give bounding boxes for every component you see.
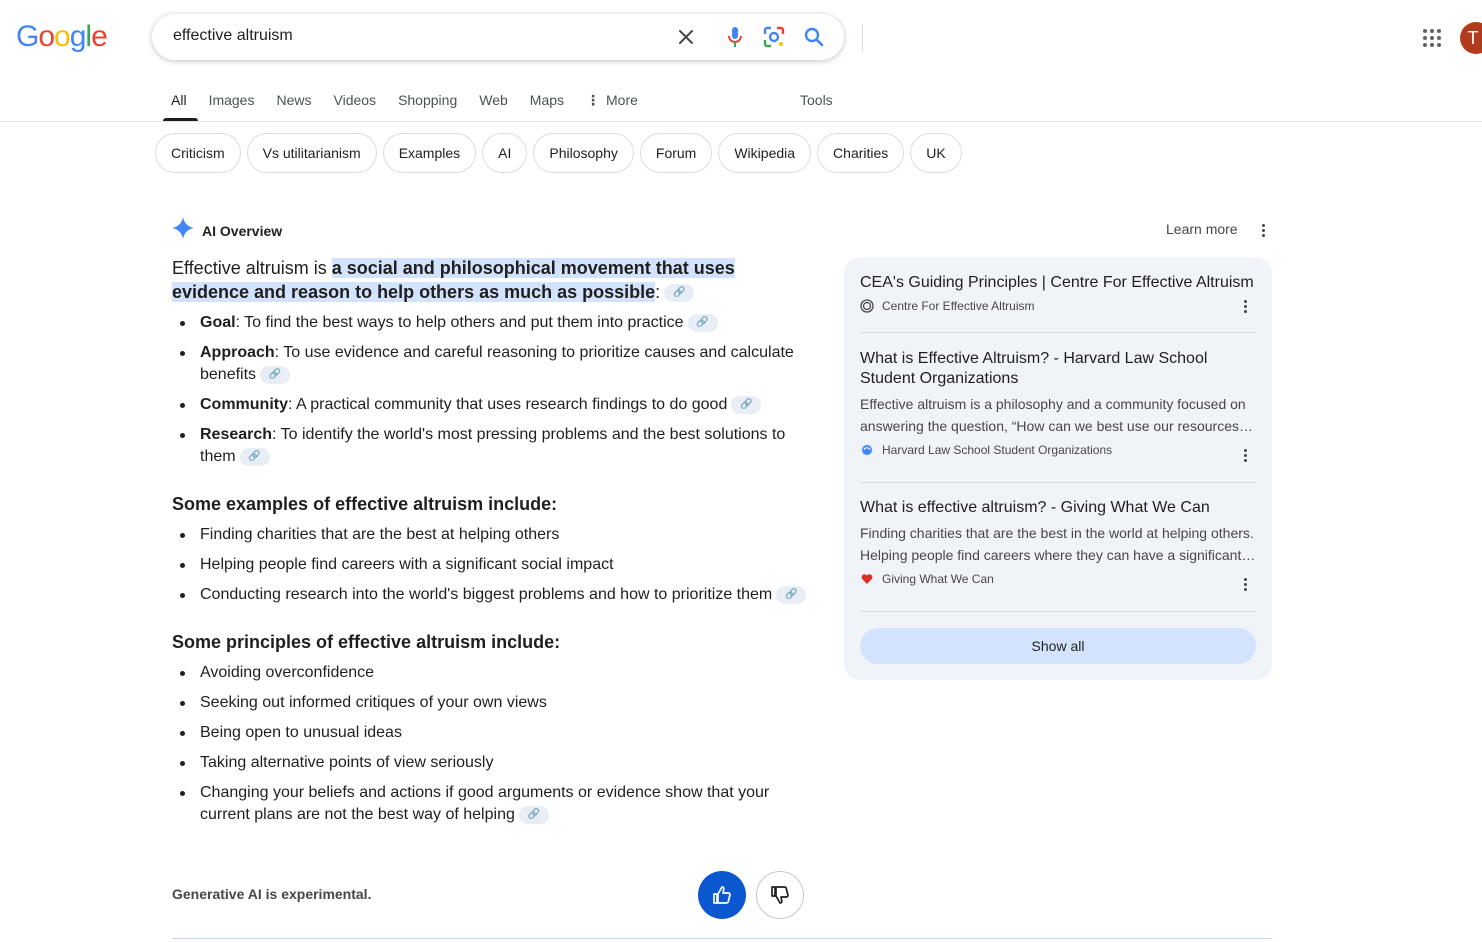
lead-prefix: Effective altruism is	[172, 258, 332, 278]
bullet-text: : To identify the world's most pressing problems and the best solutions to them	[200, 426, 786, 465]
chip-vs-utilitarianism[interactable]: Vs utilitarianism	[247, 133, 377, 173]
source-card[interactable]	[860, 273, 1256, 315]
source-site	[860, 570, 1256, 588]
source-snippet-line: Finding charities that are the best in the world at helping others.	[860, 525, 1254, 541]
source-divider	[860, 332, 1256, 333]
search-icon[interactable]	[802, 25, 826, 49]
source-divider	[860, 611, 1256, 612]
principles-heading: Some principles of effective altruism include:	[172, 632, 561, 652]
tabs-divider	[0, 121, 1482, 122]
thumbs-up-button[interactable]	[698, 871, 746, 919]
source-site-name: Centre For Effective Altruism	[882, 299, 1035, 313]
chip-wikipedia[interactable]: Wikipedia	[718, 133, 811, 173]
source-snippet-line: Effective altruism is a philosophy and a community focused on	[860, 396, 1246, 412]
citation-link-icon[interactable]: 🔗	[519, 806, 549, 824]
overview-bullets	[172, 312, 808, 468]
sources-panel	[844, 257, 1272, 680]
list-item: Being open to unusual ideas	[172, 722, 808, 744]
source-site	[860, 297, 1256, 315]
chip-philosophy[interactable]: Philosophy	[533, 133, 634, 173]
list-item: Taking alternative points of view seriously	[172, 752, 808, 774]
clear-icon[interactable]	[674, 25, 698, 49]
citation-link-icon[interactable]: 🔗	[260, 366, 290, 384]
list-item: Helping people find careers with a significant social impact	[172, 554, 808, 576]
tab-videos[interactable]: Videos	[333, 92, 377, 108]
citation-link-icon[interactable]: 🔗	[731, 396, 761, 414]
source-snippet-line: answering the question, “How can we best use our resources…	[860, 418, 1253, 434]
ai-overview-more-icon[interactable]	[1254, 221, 1272, 239]
ai-overview-header	[172, 217, 282, 244]
account-avatar[interactable]: T	[1460, 22, 1482, 54]
bullet-term: Research	[200, 426, 273, 443]
thumbs-up-icon	[712, 885, 732, 905]
tab-web[interactable]: Web	[479, 92, 508, 108]
list-item	[172, 394, 808, 416]
ai-overview-label: AI Overview	[202, 222, 283, 239]
principle-text: Changing your beliefs and actions if good arguments or evidence show that your current plans are not the best way of helping	[200, 784, 770, 823]
overview-bottom-divider	[172, 938, 1272, 939]
search-box[interactable]	[152, 14, 844, 60]
bullet-term: Goal	[200, 314, 236, 331]
bullet-term: Approach	[200, 344, 275, 361]
tab-shopping[interactable]: Shopping	[398, 92, 458, 108]
principles-list	[172, 662, 808, 826]
source-site	[860, 441, 1256, 459]
list-item	[172, 312, 808, 334]
citation-link-icon[interactable]: 🔗	[240, 448, 270, 466]
gemini-sparkle-icon	[172, 217, 194, 244]
cea-favicon-icon	[860, 299, 874, 313]
source-more-icon[interactable]	[1236, 446, 1254, 464]
more-vert-icon: ⋮	[586, 92, 601, 108]
chip-ai[interactable]: AI	[482, 133, 527, 173]
chip-uk[interactable]: UK	[910, 133, 961, 173]
bullet-text: : A practical community that uses research findings to do good	[288, 396, 728, 413]
list-item	[172, 342, 808, 386]
source-snippet	[860, 522, 1256, 566]
source-snippet	[860, 393, 1256, 437]
refinement-chips	[155, 133, 962, 173]
source-site-name: Giving What We Can	[882, 572, 994, 586]
bullet-text: : To find the best ways to help others and put them into practice	[235, 314, 684, 331]
heart-favicon-icon	[860, 572, 874, 586]
search-input[interactable]: effective altruism	[173, 27, 293, 44]
microphone-icon[interactable]	[723, 25, 747, 49]
source-more-icon[interactable]	[1236, 297, 1254, 315]
list-item: Finding charities that are the best at helping others	[172, 524, 808, 546]
tab-images[interactable]: Images	[208, 92, 255, 108]
tab-news[interactable]: News	[276, 92, 312, 108]
chip-charities[interactable]: Charities	[817, 133, 904, 173]
lead-suffix: :	[655, 282, 661, 302]
citation-link-icon[interactable]: 🔗	[664, 284, 694, 302]
lens-icon[interactable]	[762, 25, 786, 49]
examples-heading: Some examples of effective altruism include:	[172, 494, 558, 514]
chip-forum[interactable]: Forum	[640, 133, 712, 173]
tab-all[interactable]: All	[160, 88, 198, 121]
ai-overview-body	[172, 256, 808, 834]
list-item	[172, 782, 808, 826]
bullet-text: : To use evidence and careful reasoning to prioritize causes and calculate benefits	[200, 344, 794, 383]
search-tabs	[160, 88, 649, 121]
list-item	[172, 584, 808, 606]
example-text: Conducting research into the world's biggest problems and how to prioritize them	[200, 586, 773, 603]
show-all-button[interactable]: Show all	[860, 628, 1256, 664]
tab-more-label: More	[606, 92, 638, 108]
source-card[interactable]	[860, 498, 1256, 588]
list-item	[172, 424, 808, 468]
source-title[interactable]: What is effective altruism? - Giving What We Can	[860, 499, 1210, 516]
source-snippet-line: Helping people find careers where they can have a significant…	[860, 547, 1256, 563]
source-divider	[860, 482, 1256, 483]
source-card[interactable]	[860, 349, 1256, 459]
thumbs-down-icon	[770, 885, 790, 905]
lead-highlight[interactable]: a social and philosophical movement that uses evidence and reason to help others as much as possible	[172, 258, 735, 302]
tab-maps[interactable]: Maps	[529, 92, 565, 108]
source-title[interactable]: What is Effective Altruism? - Harvard Law School Student Organizations	[860, 350, 1208, 387]
globe-favicon-icon	[860, 443, 874, 457]
list-item: Avoiding overconfidence	[172, 662, 808, 684]
bullet-term: Community	[200, 396, 288, 413]
tools-button[interactable]: Tools	[800, 92, 833, 108]
citation-link-icon[interactable]: 🔗	[776, 586, 806, 604]
thumbs-down-button[interactable]	[756, 871, 804, 919]
chip-examples[interactable]: Examples	[383, 133, 476, 173]
source-title[interactable]: CEA's Guiding Principles | Centre For Effective Altruism	[860, 274, 1254, 291]
source-site-name: Harvard Law School Student Organizations	[882, 443, 1113, 457]
overview-lead	[172, 256, 808, 304]
google-logo[interactable]: Google	[16, 20, 107, 53]
citation-link-icon[interactable]: 🔗	[688, 314, 718, 332]
source-more-icon[interactable]	[1236, 575, 1254, 593]
examples-list	[172, 524, 808, 606]
chip-criticism[interactable]: Criticism	[155, 133, 241, 173]
search-divider	[862, 24, 863, 52]
generative-ai-note: Generative AI is experimental.	[172, 886, 372, 902]
learn-more-link[interactable]: Learn more	[1166, 221, 1238, 237]
tab-more[interactable]	[575, 88, 649, 121]
apps-grid-icon[interactable]	[1420, 26, 1444, 50]
list-item: Seeking out informed critiques of your own views	[172, 692, 808, 714]
